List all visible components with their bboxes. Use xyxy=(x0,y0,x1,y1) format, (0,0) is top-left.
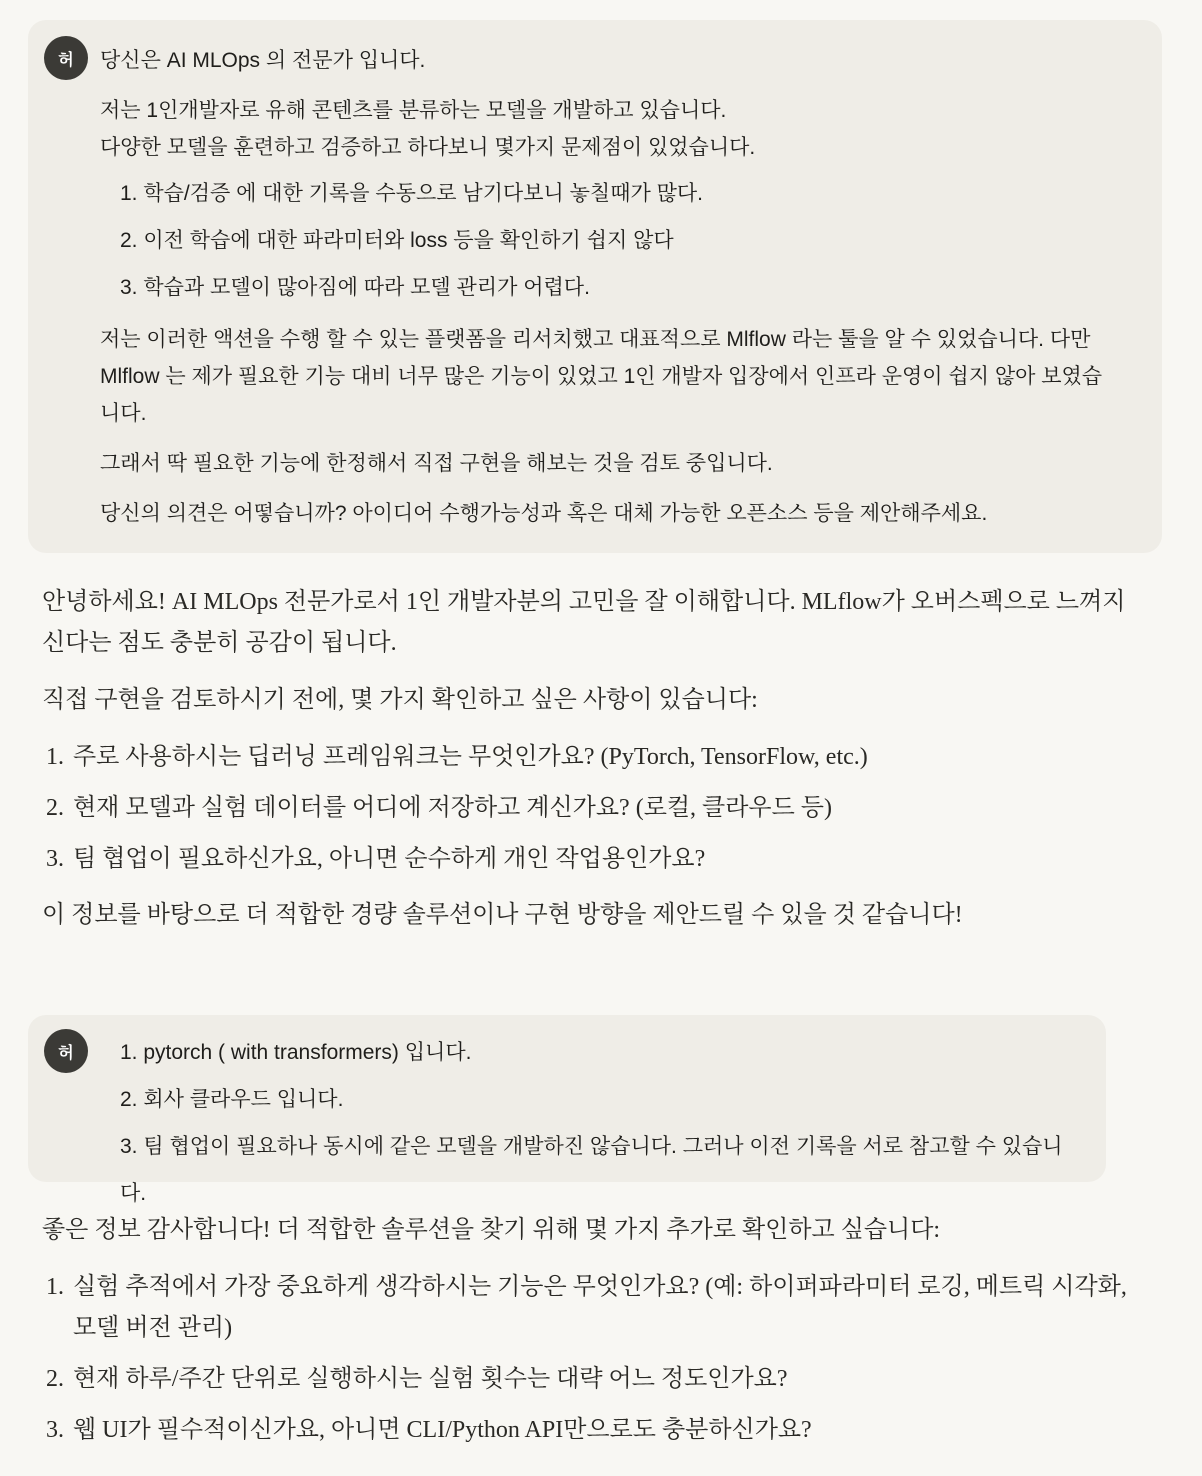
list-item xyxy=(42,737,1132,778)
list-item xyxy=(42,1410,1132,1451)
list-number: 1. xyxy=(46,744,64,770)
list-item: 2. 회사 클라우드 입니다. xyxy=(120,1088,344,1111)
assistant-message-2 xyxy=(42,1210,1132,1451)
list-text: 현재 하루/주간 단위로 실행하시는 실험 횟수는 대략 어느 정도인가요? xyxy=(73,1366,788,1392)
message-line: 당신은 AI MLOps 의 전문가 입니다. xyxy=(100,49,426,72)
list-item xyxy=(42,839,1132,880)
message-line: 다양한 모델을 훈련하고 검증하고 하다보니 몇가지 문제점이 있었습니다. xyxy=(100,136,756,159)
list-item: 1. 학습/검증 에 대한 기록을 수동으로 남기다보니 놓칠때가 많다. xyxy=(120,182,704,205)
user-message-1 xyxy=(28,20,1162,553)
list-item: 3. 학습과 모델이 많아짐에 따라 모델 관리가 어렵다. xyxy=(120,276,590,299)
user-avatar: 허 xyxy=(44,36,88,80)
message-paragraph: 저는 이러한 액션을 수행 할 수 있는 플랫폼을 리서치했고 대표적으로 Mlflow 라는 툴을 알 수 있었습니다. 다만 Mlflow 는 제가 필요한 기능 대비 너무 많은 기능이 있었고 1인 개발자 입장에서 인프라 운영이 쉽지 않아 보였습니다. xyxy=(100,328,1103,425)
list-item: 1. pytorch ( with transformers) 입니다. xyxy=(120,1041,472,1064)
list-item xyxy=(42,1359,1132,1400)
list-text: 웹 UI가 필수적이신가요, 아니면 CLI/Python API만으로도 충분하신가요? xyxy=(73,1417,812,1443)
list-text: 실험 추적에서 가장 중요하게 생각하시는 기능은 무엇인가요? (예: 하이퍼파라미터 로깅, 메트릭 시각화, 모델 버전 관리) xyxy=(73,1274,1127,1341)
user-avatar: 허 xyxy=(44,1029,88,1073)
list-item xyxy=(42,1267,1132,1349)
list-item: 2. 이전 학습에 대한 파라미터와 loss 등을 확인하기 쉽지 않다 xyxy=(120,229,674,252)
message-paragraph: 그래서 딱 필요한 기능에 한정해서 직접 구현을 해보는 것을 검토 중입니다. xyxy=(100,452,773,475)
list-number: 3. xyxy=(46,846,64,872)
assistant-message-1 xyxy=(42,582,1132,936)
list-number: 2. xyxy=(46,1366,64,1392)
list-text: 팀 협업이 필요하신가요, 아니면 순수하게 개인 작업용인가요? xyxy=(73,846,706,872)
list-text: 주로 사용하시는 딥러닝 프레임워크는 무엇인가요? (PyTorch, TensorFlow, etc.) xyxy=(73,744,868,770)
message-line: 저는 1인개발자로 유해 콘텐츠를 분류하는 모델을 개발하고 있습니다. xyxy=(100,99,727,122)
list-text: 현재 모델과 실험 데이터를 어디에 저장하고 계신가요? (로컬, 클라우드 등) xyxy=(73,795,832,821)
list-item xyxy=(42,788,1132,829)
message-paragraph: 좋은 정보 감사합니다! 더 적합한 솔루션을 찾기 위해 몇 가지 추가로 확인하고 싶습니다: xyxy=(42,1217,941,1243)
user-message-2 xyxy=(28,1015,1106,1205)
message-paragraph: 당신의 의견은 어떻습니까? 아이디어 수행가능성과 혹은 대체 가능한 오픈소스 등을 제안해주세요. xyxy=(100,502,988,525)
message-paragraph: 직접 구현을 검토하시기 전에, 몇 가지 확인하고 싶은 사항이 있습니다: xyxy=(42,687,758,713)
list-number: 3. xyxy=(46,1417,64,1443)
message-paragraph: 이 정보를 바탕으로 더 적합한 경량 솔루션이나 구현 방향을 제안드릴 수 있을 것 같습니다! xyxy=(42,902,963,928)
list-number: 2. xyxy=(46,795,64,821)
list-item: 3. 팀 협업이 필요하나 동시에 같은 모델을 개발하진 않습니다. 그러나 이전 기록을 서로 참고할 수 있습니다. xyxy=(120,1135,1063,1205)
list-number: 1. xyxy=(46,1274,64,1300)
message-paragraph: 안녕하세요! AI MLOps 전문가로서 1인 개발자분의 고민을 잘 이해합니다. MLflow가 오버스펙으로 느껴지신다는 점도 충분히 공감이 됩니다. xyxy=(42,589,1126,656)
